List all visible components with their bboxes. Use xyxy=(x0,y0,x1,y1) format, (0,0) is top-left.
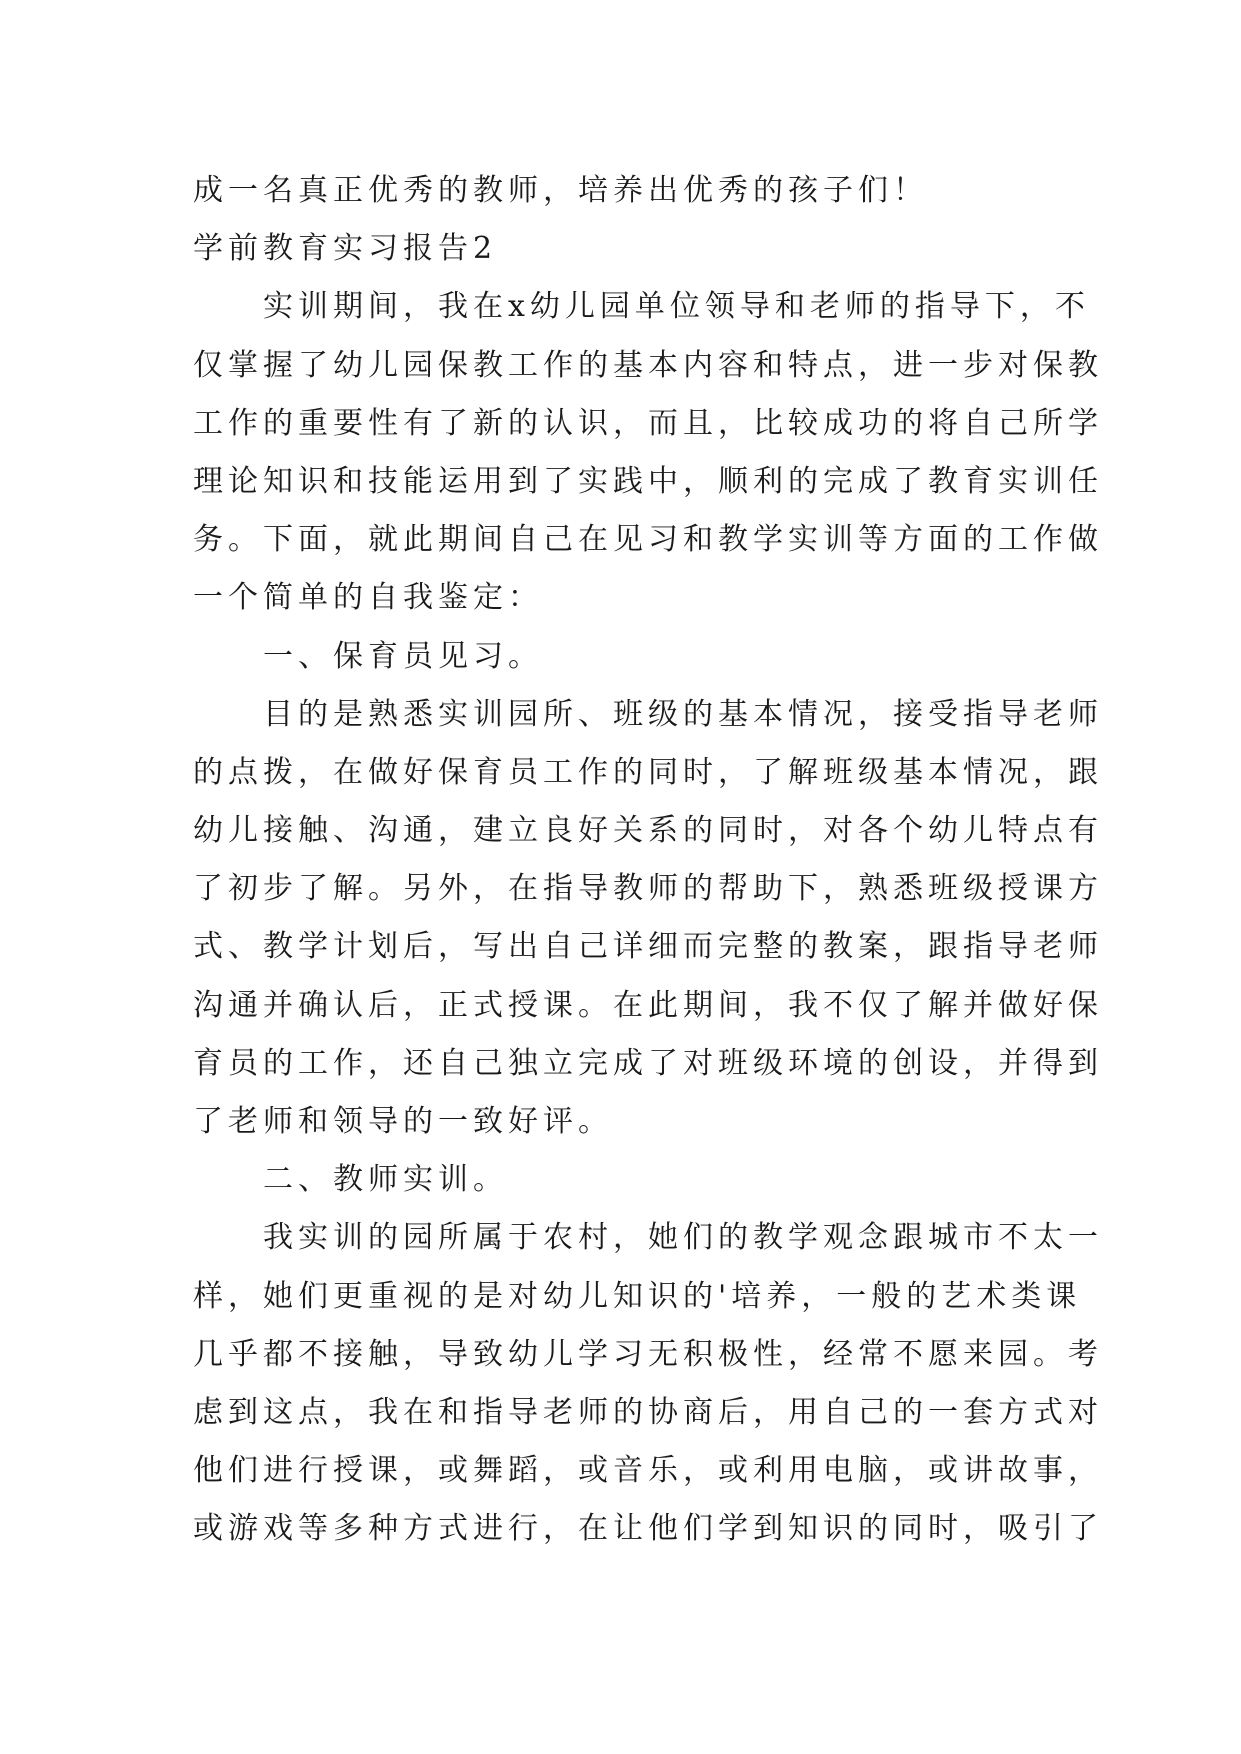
text-line: 他们进行授课，或舞蹈，或音乐，或利用电脑，或讲故事， xyxy=(193,1453,1103,1489)
text-line: 了初步了解。另外，在指导教师的帮助下，熟悉班级授课方 xyxy=(193,871,1103,907)
text-line: 的点拨，在做好保育员工作的同时，了解班级基本情况，跟 xyxy=(193,754,1103,790)
text-line: 成一名真正优秀的教师，培养出优秀的孩子们！ xyxy=(193,173,928,208)
text-line: 理论知识和技能运用到了实践中，顺利的完成了教育实训任 xyxy=(193,463,1103,499)
text-line: 了老师和领导的一致好评。 xyxy=(193,1104,613,1139)
text-line: 一个简单的自我鉴定： xyxy=(193,580,543,616)
subsection-heading: 二、教师实训。 xyxy=(193,1162,508,1198)
text-line: 幼儿接触、沟通，建立良好关系的同时，对各个幼儿特点有 xyxy=(193,813,1103,849)
text-line: 虑到这点，我在和指导老师的协商后，用自己的一套方式对 xyxy=(193,1394,1103,1430)
text-line: 沟通并确认后，正式授课。在此期间，我不仅了解并做好保 xyxy=(193,987,1103,1023)
section-heading: 学前教育实习报告2 xyxy=(193,231,498,267)
text-line: 实训期间，我在x幼儿园单位领导和老师的指导下，不 xyxy=(193,289,1090,325)
document-body xyxy=(193,162,1103,1559)
text-line: 样，她们更重视的是对幼儿知识的'培养，一般的艺术类课 xyxy=(193,1278,1082,1314)
text-line: 仅掌握了幼儿园保教工作的基本内容和特点，进一步对保教 xyxy=(193,347,1103,383)
text-line: 目的是熟悉实训园所、班级的基本情况，接受指导老师 xyxy=(193,696,1103,732)
text-line: 工作的重要性有了新的认识，而且，比较成功的将自己所学 xyxy=(193,405,1103,441)
text-line: 育员的工作，还自己独立完成了对班级环境的创设，并得到 xyxy=(193,1045,1103,1081)
text-line: 我实训的园所属于农村，她们的教学观念跟城市不太一 xyxy=(193,1220,1103,1256)
text-line: 务。下面，就此期间自己在见习和教学实训等方面的工作做 xyxy=(193,522,1103,558)
subsection-heading: 一、保育员见习。 xyxy=(193,638,543,674)
text-line: 几乎都不接触，导致幼儿学习无积极性，经常不愿来园。考 xyxy=(193,1336,1103,1372)
text-line: 式、教学计划后，写出自己详细而完整的教案，跟指导老师 xyxy=(193,929,1103,965)
text-line: 或游戏等多种方式进行，在让他们学到知识的同时，吸引了 xyxy=(193,1511,1103,1547)
